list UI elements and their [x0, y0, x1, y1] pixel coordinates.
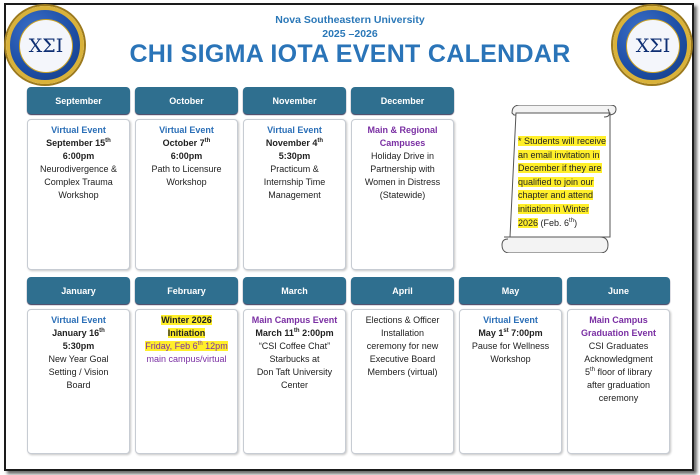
- event-card-february: [135, 309, 238, 454]
- event-date-text: September 15: [46, 138, 106, 148]
- date-suffix: th: [293, 328, 300, 334]
- event-date-text: March 11: [255, 328, 294, 338]
- event-type-line2: Initiation: [167, 328, 206, 338]
- month-header-may: May: [459, 277, 562, 304]
- event-card-april: [351, 309, 454, 454]
- event-type: Virtual Event: [159, 125, 214, 135]
- event-time: 5:30pm: [278, 151, 311, 161]
- date-suffix: th: [204, 138, 211, 144]
- event-desc-line: Setting / Vision: [48, 367, 109, 377]
- event-desc-line: Management: [268, 190, 321, 200]
- event-desc-line: Members (virtual): [367, 367, 438, 377]
- event-desc-line: Holiday Drive in: [370, 151, 435, 161]
- date-suffix: th: [569, 217, 575, 224]
- event-card-march: [243, 309, 346, 454]
- note-line: an email invitation in: [518, 149, 600, 160]
- emblem-letters: ΧΣΙ: [28, 35, 64, 57]
- event-desc-line: Path to Licensure: [151, 164, 222, 174]
- event-desc-line: Workshop: [490, 354, 531, 364]
- event-date-text: October 7: [162, 138, 205, 148]
- date-suffix: th: [105, 138, 111, 144]
- month-header-october: October: [135, 87, 238, 114]
- university-name: Nova Southeastern University: [275, 14, 425, 26]
- event-desc-line: Internship Time: [263, 177, 326, 187]
- event-desc-line: Practicum &: [270, 164, 319, 174]
- event-time: 7:00pm: [508, 328, 543, 338]
- event-date: [136, 137, 237, 150]
- event-card-december: [351, 119, 454, 270]
- month-header-february: February: [135, 277, 238, 304]
- event-desc-line: “CSI Coffee Chat”: [258, 341, 331, 351]
- event-type: Virtual Event: [483, 315, 538, 325]
- event-time: 5:30pm: [62, 341, 95, 351]
- note-line: December if they are: [518, 163, 602, 174]
- note-line: (Feb. 6: [538, 217, 570, 228]
- event-date: [136, 340, 237, 353]
- event-card-june: [567, 309, 670, 454]
- event-desc-line: Acknowledgment: [584, 354, 653, 364]
- event-desc-line: ceremony for new: [366, 341, 439, 351]
- event-desc-line: ceremony: [598, 393, 639, 403]
- note-line: initiation in Winter: [518, 203, 590, 214]
- event-desc-line: Partnership with: [370, 164, 435, 174]
- event-desc-line: Starbucks at: [269, 354, 320, 364]
- event-type-line2: Graduation Event: [580, 328, 656, 338]
- floor-number: 5: [584, 367, 590, 377]
- event-card-november: [243, 119, 346, 270]
- month-header-june: June: [567, 277, 670, 304]
- initiation-note: [518, 135, 612, 230]
- event-desc-line: Board: [66, 380, 91, 390]
- event-date: [28, 137, 129, 150]
- event-desc-line: after graduation: [586, 380, 651, 390]
- event-time: 2:00pm: [299, 328, 334, 338]
- event-date: [244, 327, 345, 340]
- event-desc-line: CSI Graduates: [588, 341, 649, 351]
- event-type: Virtual Event: [51, 125, 106, 135]
- month-header-september: September: [27, 87, 130, 114]
- event-desc-line: Installation: [380, 328, 425, 338]
- event-location: main campus/virtual: [146, 354, 227, 364]
- event-desc-line: Workshop: [166, 177, 207, 187]
- note-line: qualified to join our: [518, 176, 594, 187]
- event-type: Virtual Event: [51, 315, 106, 325]
- event-desc-line: Neurodivergence &: [39, 164, 118, 174]
- event-desc-line: Elections & Officer: [365, 315, 440, 325]
- event-type: Virtual Event: [267, 125, 322, 135]
- event-desc-line: Workshop: [58, 190, 99, 200]
- date-suffix: th: [589, 367, 595, 373]
- event-type: Main Campus: [589, 315, 648, 325]
- event-desc-line: [568, 366, 669, 379]
- event-card-january: [27, 309, 130, 454]
- event-date: [244, 137, 345, 150]
- event-desc-line: Executive Board: [369, 354, 436, 364]
- event-card-september: [27, 119, 130, 270]
- event-desc-line: Complex Trauma: [44, 177, 113, 187]
- date-suffix: th: [99, 328, 105, 334]
- event-desc-line: New Year Goal: [48, 354, 109, 364]
- event-card-october: [135, 119, 238, 270]
- event-time: 12pm: [202, 341, 228, 351]
- event-desc-line: Center: [280, 380, 308, 390]
- event-time: 6:00pm: [62, 151, 95, 161]
- date-suffix: st: [503, 328, 509, 334]
- event-type: Main & Regional: [367, 125, 438, 135]
- floor-text: floor of library: [595, 367, 653, 377]
- academic-years: 2025 –2026: [322, 28, 378, 40]
- event-date-text: November 4: [265, 138, 318, 148]
- chi-sigma-iota-emblem-left: [6, 6, 84, 84]
- page-title: CHI SIGMA IOTA EVENT CALENDAR: [129, 40, 571, 68]
- month-header-january: January: [27, 277, 130, 304]
- event-date-text: January 16: [52, 328, 100, 338]
- month-header-december: December: [351, 87, 454, 114]
- event-card-may: [459, 309, 562, 454]
- event-desc-line: Pause for Wellness: [471, 341, 550, 351]
- date-suffix: th: [197, 341, 203, 347]
- note-line: 2026: [518, 217, 539, 228]
- month-header-march: March: [243, 277, 346, 304]
- event-desc-line: (Statewide): [379, 190, 426, 200]
- date-suffix: th: [317, 138, 324, 144]
- event-date-text: Friday, Feb 6: [145, 341, 198, 351]
- event-time: 6:00pm: [170, 151, 203, 161]
- emblem-letters: ΧΣΙ: [635, 35, 671, 57]
- month-header-april: April: [351, 277, 454, 304]
- chi-sigma-iota-emblem-right: [613, 6, 691, 84]
- event-date-text: May 1: [478, 328, 504, 338]
- event-type-line2: Campuses: [379, 138, 426, 148]
- note-line: * Students will receive: [518, 136, 607, 146]
- note-line: chapter and attend: [518, 190, 594, 201]
- event-date: [460, 327, 561, 340]
- event-desc-line: Don Taft University: [256, 367, 333, 377]
- event-type: Winter 2026: [161, 315, 212, 325]
- event-desc-line: Women in Distress: [364, 177, 441, 187]
- note-line: ): [574, 217, 578, 228]
- event-type: Main Campus Event: [251, 315, 338, 325]
- event-date: [28, 327, 129, 340]
- month-header-november: November: [243, 87, 346, 114]
